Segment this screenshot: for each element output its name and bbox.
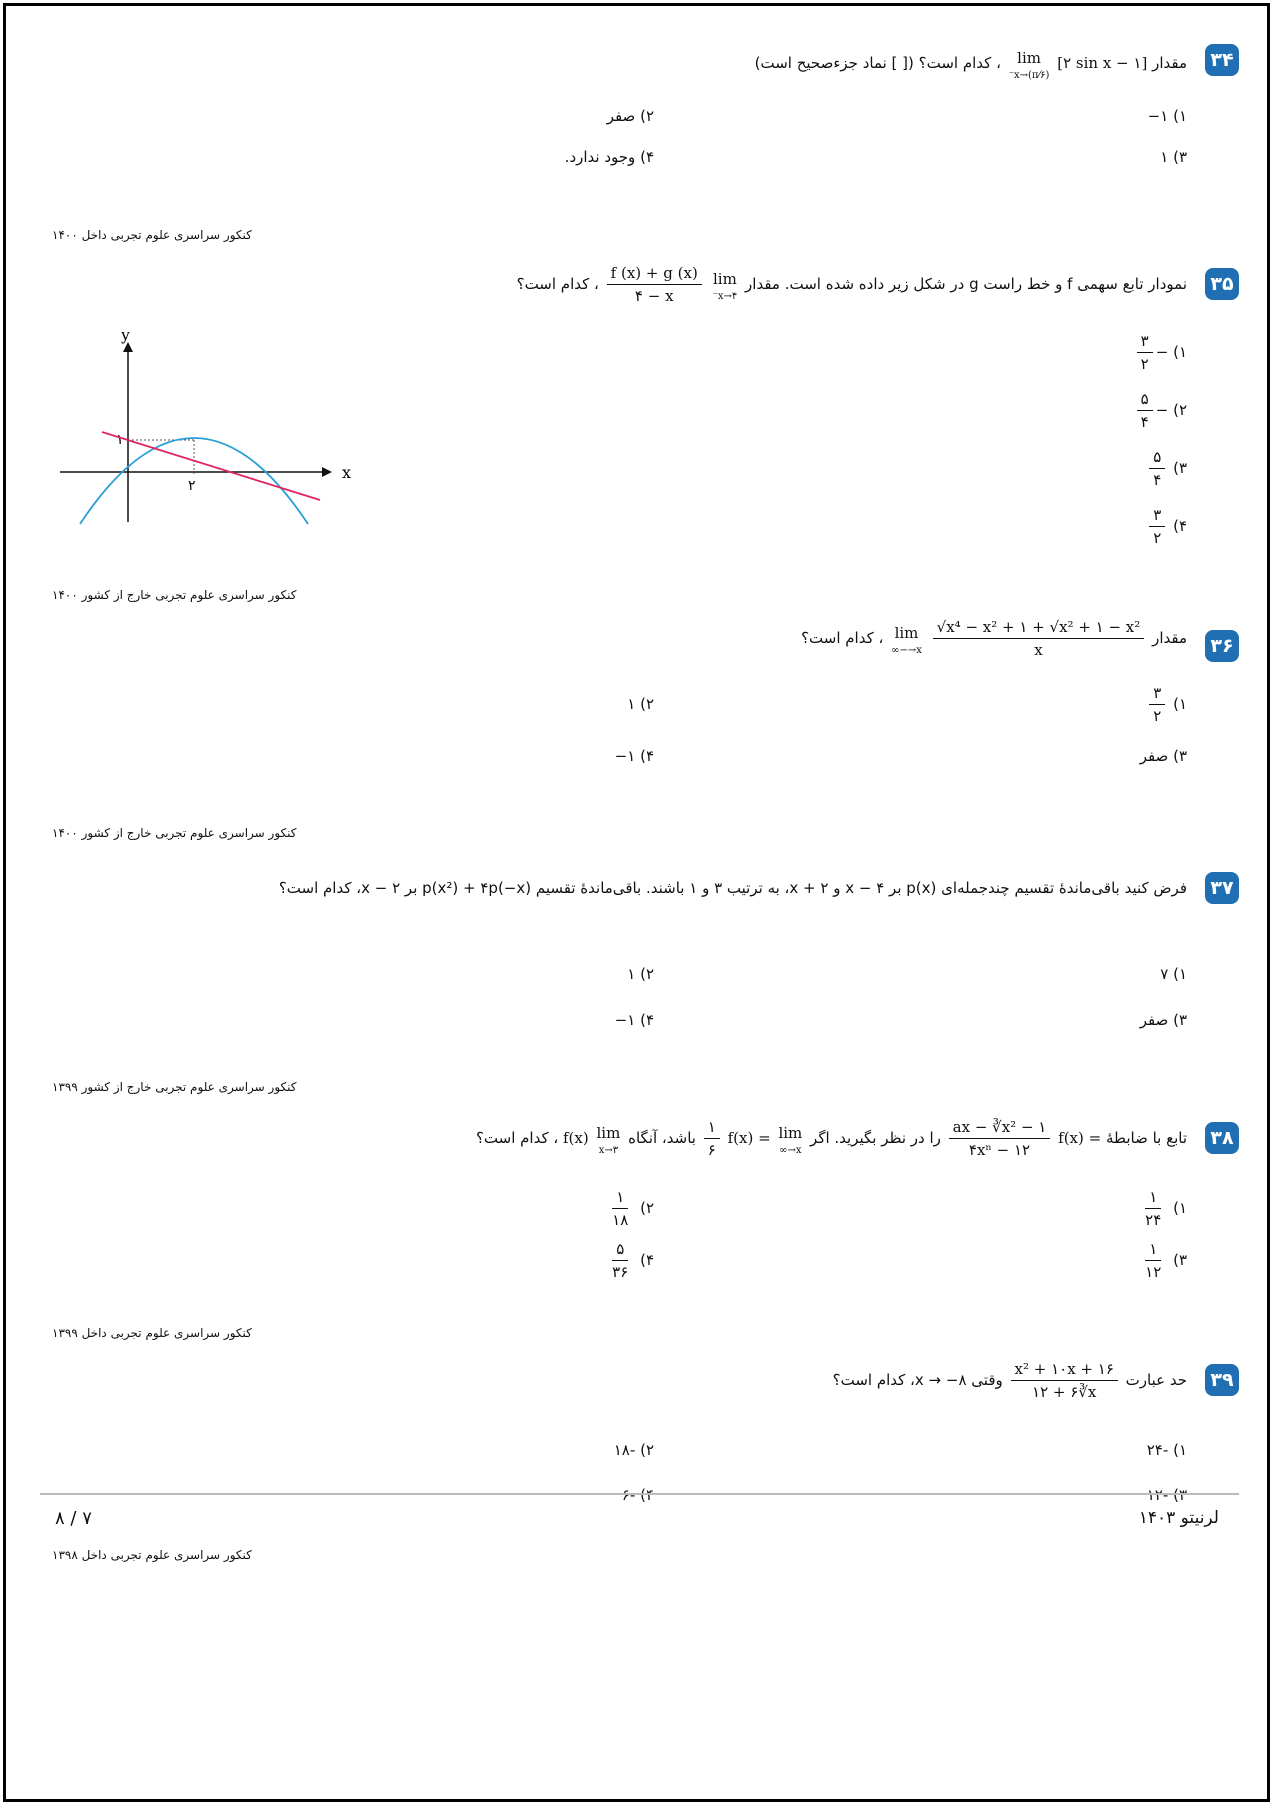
option-4[interactable]: ۴) -۶	[621, 1486, 654, 1504]
y-axis-label: y	[121, 332, 131, 344]
option-2[interactable]: ۲) ۱	[627, 695, 654, 713]
footer-divider	[40, 1493, 1239, 1495]
option-3[interactable]: ۳) صفر	[1139, 1011, 1187, 1029]
question-source: کنکور سراسری علوم تجربی داخل ۱۴۰۰	[52, 228, 252, 242]
question-stem: حد عبارت $\frac{\text{x² + ۱۰x + ۱۶}}{۱۲ + ۶∛x}$ وقتی x → −۸، کدام است؟	[832, 1360, 1187, 1401]
limit-operator: lim x→۴⁻	[712, 270, 738, 302]
option-4[interactable]: ۴) وجود ندارد.	[564, 148, 654, 166]
option-2[interactable]: ۲) − $\frac{۵}{۴}$	[1134, 388, 1187, 433]
question-35	[40, 262, 1239, 602]
option-3[interactable]: ۳) -۱۲	[1146, 1486, 1187, 1504]
question-number: ۳۶	[1205, 630, 1239, 662]
question-stem: مقدار [۲ sin x − ۱] lim x→(π⁄۶)⁻ ، کدام است؟ ([ ] نماد جزءصحیح است)	[755, 46, 1187, 81]
option-3[interactable]: ۳) $\frac{۵}{۴}$	[1146, 446, 1187, 491]
option-4[interactable]: ۴) −۱	[614, 747, 654, 765]
function-fraction: $\frac{\text{ax − ∛x² − ۱}}{\text{۴xⁿ − ۱۲}}$	[949, 1116, 1051, 1161]
option-3[interactable]: ۳) $\frac{۱}{۱۲}$	[1145, 1240, 1187, 1281]
option-3[interactable]: ۳) ۱	[1160, 148, 1187, 166]
option-1[interactable]: ۱) − $\frac{۳}{۲}$	[1134, 330, 1187, 375]
option-4[interactable]: ۴) −۱	[614, 1011, 654, 1029]
question-37	[40, 872, 1239, 1092]
limit-fraction: $\frac{\text{√x⁴ − x² + ۱ + √x² + ۱ − x²}}{x}$	[933, 616, 1145, 661]
function-graph	[60, 332, 360, 532]
question-source: کنکور سراسری علوم تجربی خارج از کشور ۱۳۹۹	[52, 1080, 297, 1094]
question-source: کنکور سراسری علوم تجربی خارج از کشور ۱۴۰۰	[52, 588, 297, 602]
option-1[interactable]: ۱) ۷	[1160, 965, 1187, 983]
limit-operator: lim x→−∞	[891, 624, 922, 656]
question-source: کنکور سراسری علوم تجربی خارج از کشور ۱۴۰۰	[52, 826, 297, 840]
limit-operator: lim x→۳	[596, 1124, 621, 1156]
limit-operator: lim x→(π⁄۶)⁻	[1008, 49, 1050, 81]
option-2[interactable]: ۲) صفر	[606, 107, 654, 125]
option-1[interactable]: ۱) $\frac{۱}{۲۴}$	[1145, 1188, 1187, 1229]
question-source: کنکور سراسری علوم تجربی داخل ۱۳۹۹	[52, 1326, 252, 1340]
question-39	[40, 1358, 1239, 1578]
limit-fraction: $\frac{f (x) + g (x)}{۴ - x}$	[607, 262, 702, 307]
option-2[interactable]: ۲) ۱	[627, 965, 654, 983]
x-axis-label: x	[342, 463, 352, 482]
question-stem: نمودار تابع سهمی f و خط راست g در شکل زیر داده شده است. مقدار lim x→۴⁻ $\frac{f (x) + g (x)}{۴ - x}$ ، کدام است؟	[516, 264, 1187, 305]
question-number: ۳۴	[1205, 44, 1239, 76]
line-g	[102, 432, 320, 500]
option-3[interactable]: ۳) صفر	[1139, 747, 1187, 765]
question-source: کنکور سراسری علوم تجربی داخل ۱۳۹۸	[52, 1548, 252, 1562]
option-1[interactable]: ۱) -۲۴	[1146, 1441, 1187, 1459]
question-stem: مقدار $\frac{\text{√x⁴ − x² + ۱ + √x² + ۱ − x²}}{x}$ lim x→−∞ ، کدام است؟	[801, 618, 1187, 659]
option-2[interactable]: ۲) -۱۸	[613, 1441, 654, 1459]
option-4[interactable]: ۴) $\frac{۳}{۲}$	[1146, 504, 1187, 549]
option-4[interactable]: ۴) $\frac{۵}{۳۶}$	[612, 1240, 654, 1281]
question-36	[40, 616, 1239, 840]
stem-expression: [۲ sin x − ۱]	[1057, 54, 1148, 72]
question-34	[40, 44, 1239, 242]
question-38	[40, 1116, 1239, 1340]
question-number: ۳۷	[1205, 872, 1239, 904]
question-number: ۳۵	[1205, 268, 1239, 300]
option-1[interactable]: ۱) $\frac{۳}{۲}$	[1146, 682, 1187, 727]
tick-label-x: ۲	[188, 478, 196, 494]
tick-label-y: ۱	[116, 432, 124, 448]
question-number: ۳۸	[1205, 1122, 1239, 1154]
question-stem: تابع با ضابطهٔ f(x) = $\frac{\text{ax − ∛x² − ۱}}{\text{۴xⁿ − ۱۲}}$ را در نظر بگیرید. اگر lim x→∞ f(x) = $\frac{۱}{۶}$ باشد، آنگاه lim x→۳ f(x) ، کدام است؟	[475, 1118, 1187, 1159]
page-number: ۷ / ۸	[55, 1508, 92, 1529]
option-1[interactable]: ۱) −۱	[1147, 107, 1187, 125]
question-stem: فرض کنید باقی‌ماندهٔ تقسیم چندجمله‌ای p(x) بر x − ۴ و x + ۲، به ترتیب ۳ و ۱ باشند. باقی‌ماندهٔ تقسیم p(x²) + ۴p(−x) بر x − ۲، کدام است؟	[278, 879, 1187, 897]
x-axis-arrow	[322, 467, 332, 477]
footer-brand: لرنیتو ۱۴۰۳	[1138, 1508, 1219, 1528]
option-2[interactable]: ۲) $\frac{۱}{۱۸}$	[612, 1188, 654, 1229]
limit-operator: lim x→∞	[778, 1124, 803, 1156]
question-number: ۳۹	[1205, 1364, 1239, 1396]
expression-fraction: $\frac{\text{x² + ۱۰x + ۱۶}}{۱۲ + ۶∛x}$	[1011, 1358, 1118, 1403]
